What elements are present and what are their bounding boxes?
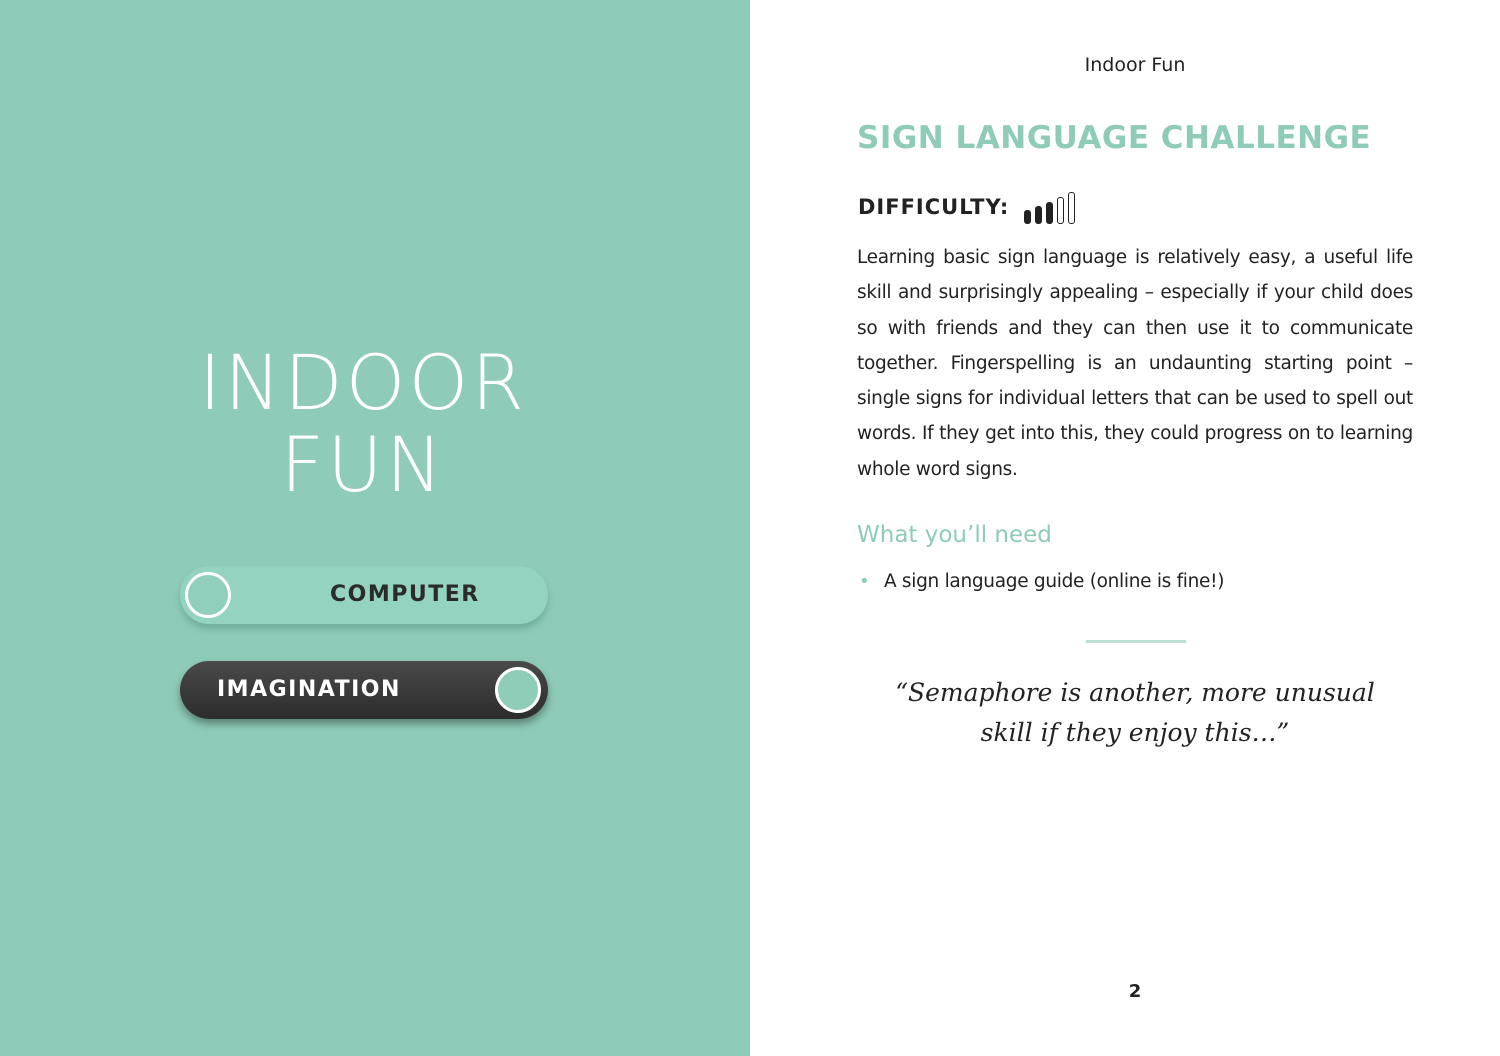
pull-quote <box>880 673 1390 753</box>
divider <box>1086 640 1186 643</box>
page-number: 2 <box>1128 981 1142 1002</box>
running-head: Indoor Fun <box>1084 54 1186 76</box>
difficulty-bar <box>1068 192 1075 224</box>
computer-toggle <box>180 566 548 624</box>
list-item <box>857 566 1224 598</box>
needs-heading: What you’ll need <box>857 522 1052 548</box>
section-title: SIGN LANGUAGE CHALLENGE <box>857 120 1372 156</box>
body-paragraph: Learning basic sign language is relatively easy, a useful life skill and surprisingly appealing – especially if your child does so with friends and they can then use it to communicate together. Fingerspelling is an undaunting starting point – single signs for individual letters that can be used to spell out words. If they get into this, they could progress on to learning whole word signs. <box>857 247 1413 480</box>
computer-toggle-label: COMPUTER <box>330 582 480 607</box>
difficulty-bars-icon <box>1024 191 1096 227</box>
toggle-knob-icon <box>185 572 231 618</box>
difficulty-bar <box>1024 210 1031 224</box>
difficulty-rating <box>858 187 1096 227</box>
pull-quote-line-1: “Semaphore is another, more unusual <box>895 678 1375 707</box>
imagination-toggle-label: IMAGINATION <box>217 677 401 702</box>
difficulty-bar <box>1057 197 1064 224</box>
chapter-title <box>0 338 726 509</box>
chapter-title-line-1: INDOOR <box>198 338 528 427</box>
chapter-title-line-2: FUN <box>280 420 446 509</box>
needs-list <box>857 566 1224 598</box>
difficulty-bar <box>1046 202 1053 224</box>
list-item-text: A sign language guide (online is fine!) <box>884 571 1225 592</box>
pull-quote-line-2: skill if they enjoy this…” <box>980 718 1290 747</box>
bullet-icon: • <box>859 571 870 592</box>
difficulty-label: DIFFICULTY: <box>858 195 1010 219</box>
imagination-toggle <box>180 661 548 719</box>
difficulty-bar <box>1035 206 1042 224</box>
toggle-knob-icon <box>495 667 541 713</box>
